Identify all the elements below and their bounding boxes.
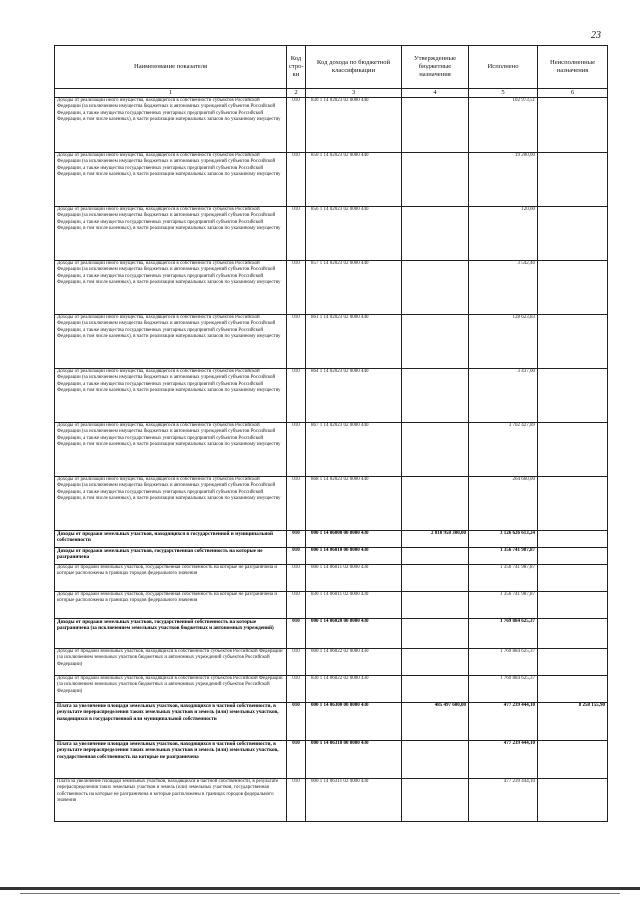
row-unexecuted-cell	[538, 153, 608, 207]
income-report-table	[54, 45, 608, 822]
row-unexecuted-cell: 8 258 155,90	[538, 703, 608, 741]
row-executed-cell: 3 126 626 613,24	[469, 531, 538, 548]
row-kbk-cell: 000 1 14 06000 00 0000 430	[306, 531, 402, 548]
row-executed-cell: 128 623,83	[469, 315, 538, 369]
scan-edge-line	[20, 893, 620, 894]
row-kbk-cell: 864 1 14 02023 02 0000 440	[306, 369, 402, 423]
row-code-cell: 010	[287, 565, 306, 592]
column-number: 4	[402, 89, 469, 98]
row-unexecuted-cell	[538, 315, 608, 369]
column-number: 5	[469, 89, 538, 98]
row-unexecuted-cell	[538, 779, 608, 822]
row-executed-cell: 3 437,00	[469, 369, 538, 423]
row-kbk-cell: 830 1 14 06022 02 0000 430	[306, 676, 402, 703]
column-number: 1	[55, 89, 287, 98]
table-row	[55, 531, 608, 548]
row-unexecuted-cell	[538, 592, 608, 619]
row-kbk-cell: 000 1 14 06300 00 0000 430	[306, 703, 402, 741]
row-name-cell: Доходы от реализации иного имущества, находящегося в собственности субъектов Российской Федерации (за исключением имущества бюджетных и автономных учреждений субъектов Российской Федерации, а также имущества государственных унитарных предприятий субъектов Российской Федерации, в том числе казенных), в части реализации материальных запасов по указанному имуществу	[55, 477, 287, 531]
row-code-cell: 010	[287, 153, 306, 207]
row-name-cell: Доходы от продажи земельных участков, находящихся в собственности субъектов Российской Федерации (за исключением земельных участков бюджетных и автономных учреждений субъектов Российской Федерации)	[55, 676, 287, 703]
row-unexecuted-cell	[538, 261, 608, 315]
row-name-cell: Доходы от продажи земельных участков, государственной собственность на которые разграничена (за исключением земельных участков бюджетных и автономных учреждений)	[55, 619, 287, 649]
row-kbk-cell: 000 1 14 06311 02 0000 430	[306, 779, 402, 822]
row-code-cell: 010	[287, 592, 306, 619]
row-name-cell: Доходы от продажи земельных участков, находящихся в государственной и муниципальной собственности	[55, 531, 287, 548]
row-code-cell: 010	[287, 207, 306, 261]
row-executed-cell: 264 660,00	[469, 477, 538, 531]
table-row	[55, 619, 608, 649]
row-approved-cell	[402, 741, 469, 779]
table-row	[55, 261, 608, 315]
row-approved-cell	[402, 619, 469, 649]
row-kbk-cell: 830 1 14 06011 02 0000 430	[306, 592, 402, 619]
row-code-cell: 010	[287, 423, 306, 477]
row-code-cell: 010	[287, 741, 306, 779]
row-code-cell: 010	[287, 531, 306, 548]
row-code-cell: 010	[287, 315, 306, 369]
column-number: 2	[287, 89, 306, 98]
column-number: 6	[538, 89, 608, 98]
row-kbk-cell: 867 1 14 02023 02 0000 440	[306, 423, 402, 477]
row-executed-cell: 102 973,51	[469, 98, 538, 153]
row-code-cell: 010	[287, 548, 306, 565]
table-row	[55, 98, 608, 153]
row-unexecuted-cell	[538, 423, 608, 477]
report-table-wrapper	[54, 45, 607, 822]
row-code-cell: 010	[287, 619, 306, 649]
table-row	[55, 477, 608, 531]
row-executed-cell: 1 769 884 625,37	[469, 619, 538, 649]
table-row	[55, 548, 608, 565]
row-kbk-cell: 000 1 14 06010 00 0000 430	[306, 548, 402, 565]
row-code-cell: 010	[287, 703, 306, 741]
row-name-cell: Доходы от реализации иного имущества, находящегося в собственности субъектов Российской Федерации (за исключением имущества бюджетных и автономных учреждений субъектов Российской Федерации, а также имущества государственных унитарных предприятий субъектов Российской Федерации, в том числе казенных), в части реализации материальных запасов по указанному имуществу	[55, 423, 287, 477]
row-name-cell: Доходы от реализации иного имущества, находящегося в собственности субъектов Российской Федерации (за исключением имущества бюджетных и автономных учреждений субъектов Российской Федерации, а также имущества государственных унитарных предприятий субъектов Российской Федерации, в том числе казенных), в части реализации материальных запасов по указанному имуществу	[55, 153, 287, 207]
row-unexecuted-cell	[538, 531, 608, 548]
row-code-cell: 010	[287, 649, 306, 676]
row-code-cell: 010	[287, 477, 306, 531]
row-name-cell: Доходы от реализации иного имущества, находящегося в собственности субъектов Российской Федерации (за исключением имущества бюджетных и автономных учреждений субъектов Российской Федерации, а также имущества государственных унитарных предприятий субъектов Российской Федерации, в том числе казенных), в части реализации материальных запасов по указанному имуществу	[55, 315, 287, 369]
row-unexecuted-cell	[538, 548, 608, 565]
row-code-cell: 010	[287, 261, 306, 315]
table-row	[55, 153, 608, 207]
row-unexecuted-cell	[538, 619, 608, 649]
header-row	[55, 46, 608, 89]
row-executed-cell: 1 356 741 987,87	[469, 592, 538, 619]
header-code-line: Код стро-ки	[287, 46, 306, 89]
row-name-cell: Доходы от реализации иного имущества, находящегося в собственности субъектов Российской Федерации (за исключением имущества бюджетных и автономных учреждений субъектов Российской Федерации, а также имущества государственных унитарных предприятий субъектов Российской Федерации, в том числе казенных), в части реализации материальных запасов по указанному имуществу	[55, 369, 287, 423]
row-kbk-cell: 000 1 14 06011 02 0000 430	[306, 565, 402, 592]
row-approved-cell	[402, 779, 469, 822]
row-approved-cell	[402, 477, 469, 531]
column-number: 3	[306, 89, 402, 98]
row-executed-cell: 3 542,40	[469, 261, 538, 315]
row-approved-cell	[402, 592, 469, 619]
row-executed-cell: 1 769 884 625,37	[469, 676, 538, 703]
row-name-cell: Доходы от продажи земельных участков, государственная собственность на которые не разграничена	[55, 548, 287, 565]
row-unexecuted-cell	[538, 649, 608, 676]
row-name-cell: Доходы от продажи земельных участков, находящихся в собственности субъектов Российской Федерации (за исключением земельных участков бюджетных и автономных учреждений субъектов Российской Федерации)	[55, 649, 287, 676]
row-executed-cell: 477 239 444,10	[469, 741, 538, 779]
row-unexecuted-cell	[538, 565, 608, 592]
row-name-cell: Доходы от продажи земельных участков, государственная собственность на которые не разграничена и которые расположены в границах городов федерального значения	[55, 592, 287, 619]
row-approved-cell: 485 497 600,00	[402, 703, 469, 741]
column-number-row	[55, 89, 608, 98]
row-kbk-cell: 850 1 14 02023 02 0000 440	[306, 153, 402, 207]
table-row	[55, 779, 608, 822]
row-executed-cell: 1 356 741 987,87	[469, 548, 538, 565]
header-approved: Утвержденные бюджетные назначения	[402, 46, 469, 89]
table-row	[55, 649, 608, 676]
table-row	[55, 703, 608, 741]
header-kbk: Код дохода по бюджетной классификации	[306, 46, 402, 89]
row-executed-cell: 477 239 444,10	[469, 703, 538, 741]
table-row	[55, 592, 608, 619]
table-row	[55, 207, 608, 261]
table-row	[55, 741, 608, 779]
row-unexecuted-cell	[538, 98, 608, 153]
row-executed-cell: 1 356 741 987,87	[469, 565, 538, 592]
header-executed: Исполнено	[469, 46, 538, 89]
row-name-cell: Доходы от реализации иного имущества, находящегося в собственности субъектов Российской Федерации (за исключением имущества бюджетных и автономных учреждений субъектов Российской Федерации, а также имущества государственных унитарных предприятий субъектов Российской Федерации, в том числе казенных), в части реализации материальных запасов по указанному имуществу	[55, 261, 287, 315]
row-approved-cell	[402, 98, 469, 153]
row-code-cell: 010	[287, 369, 306, 423]
row-unexecuted-cell	[538, 676, 608, 703]
row-unexecuted-cell	[538, 369, 608, 423]
row-approved-cell	[402, 565, 469, 592]
row-unexecuted-cell	[538, 477, 608, 531]
row-code-cell: 010	[287, 779, 306, 822]
row-kbk-cell: 857 1 14 02023 02 0000 440	[306, 261, 402, 315]
row-executed-cell: 1 769 884 625,37	[469, 649, 538, 676]
row-kbk-cell: 861 1 14 02023 02 0000 440	[306, 315, 402, 369]
row-approved-cell	[402, 153, 469, 207]
row-code-cell: 010	[287, 676, 306, 703]
table-row	[55, 565, 608, 592]
row-approved-cell	[402, 676, 469, 703]
header-name: Наименование показателя	[55, 46, 287, 89]
table-row	[55, 676, 608, 703]
row-kbk-cell: 000 1 14 06022 02 0000 430	[306, 649, 402, 676]
row-kbk-cell: 868 1 14 02023 02 0000 440	[306, 477, 402, 531]
row-executed-cell: 19 200,00	[469, 153, 538, 207]
row-name-cell: Плата за увеличение площади земельных участков, находящихся в частной собственности, в результате перераспределения таких земельных участков и земель (или) земельных участков, государственная собственность на которые не разграничена	[55, 741, 287, 779]
table-row	[55, 423, 608, 477]
page-number: 23	[591, 30, 601, 41]
row-unexecuted-cell	[538, 207, 608, 261]
row-kbk-cell: 856 1 14 02023 02 0000 440	[306, 207, 402, 261]
row-name-cell: Доходы от продажи земельных участков, государственная собственность на которые не разграничена и которые расположены в границах городов федерального значения	[55, 565, 287, 592]
row-approved-cell	[402, 315, 469, 369]
row-name-cell: Доходы от реализации иного имущества, находящегося в собственности субъектов Российской Федерации (за исключением имущества бюджетных и автономных учреждений субъектов Российской Федерации, а также имущества государственных унитарных предприятий субъектов Российской Федерации, в том числе казенных), в части реализации материальных запасов по указанному имуществу	[55, 207, 287, 261]
row-approved-cell: 2 810 958 300,00	[402, 531, 469, 548]
row-executed-cell: 477 239 444,10	[469, 779, 538, 822]
row-executed-cell: 120,00	[469, 207, 538, 261]
row-approved-cell	[402, 423, 469, 477]
row-name-cell: Доходы от реализации иного имущества, находящегося в собственности субъектов Российской Федерации (за исключением имущества бюджетных и автономных учреждений субъектов Российской Федерации, а также имущества государственных унитарных предприятий субъектов Российской Федерации, в том числе казенных), в части реализации материальных запасов по указанному имуществу	[55, 98, 287, 153]
table-row	[55, 369, 608, 423]
scan-edge-line	[0, 887, 640, 890]
row-approved-cell	[402, 649, 469, 676]
header-unexecuted: Неисполненные назначения	[538, 46, 608, 89]
row-name-cell: Плата за увеличение площади земельных участков, находящихся в частной собственности, в результате перераспределения таких земельных участков и земель (или) земельных участков, государственная собственность на которые не разграничена и которые расположены в границах городов федерального значения	[55, 779, 287, 822]
row-unexecuted-cell	[538, 741, 608, 779]
table-row	[55, 315, 608, 369]
row-approved-cell	[402, 548, 469, 565]
row-approved-cell	[402, 369, 469, 423]
row-name-cell: Плата за увеличение площади земельных участков, находящихся в частной собственности, в результате перераспределения таких земельных участков и земель (или) земельных участков, находящихся в государственной или муниципальной собственности	[55, 703, 287, 741]
row-executed-cell: 3 702 427,89	[469, 423, 538, 477]
row-code-cell: 010	[287, 98, 306, 153]
row-kbk-cell: 000 1 14 06020 00 0000 430	[306, 619, 402, 649]
table-body	[55, 98, 608, 822]
row-kbk-cell: 000 1 14 06310 00 0000 430	[306, 741, 402, 779]
row-approved-cell	[402, 261, 469, 315]
row-approved-cell	[402, 207, 469, 261]
row-kbk-cell: 830 1 14 02023 02 0000 440	[306, 98, 402, 153]
